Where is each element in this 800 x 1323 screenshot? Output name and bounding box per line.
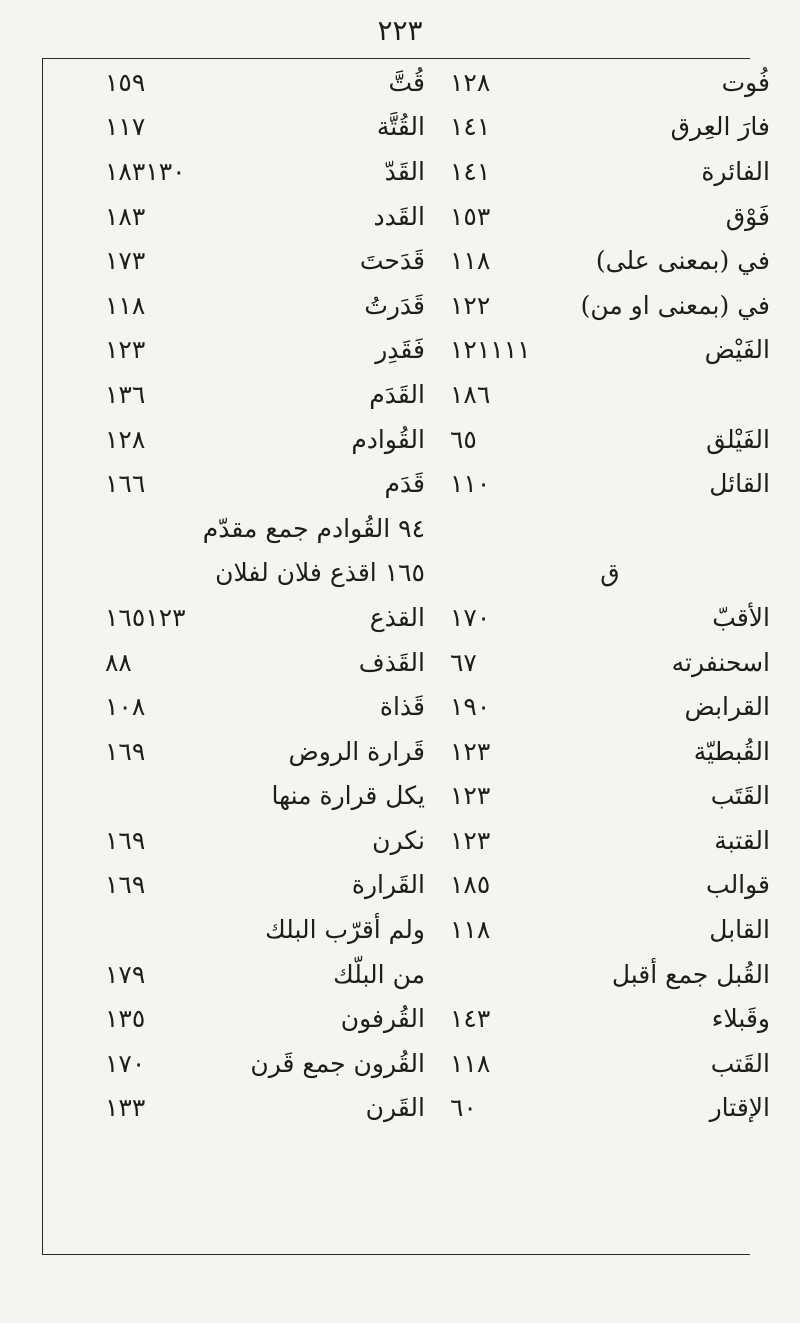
page-reference: ١٧٣	[105, 246, 146, 276]
index-entry	[105, 996, 425, 1041]
page-reference: ١٤١	[450, 156, 491, 186]
page-reference: ١٧٠	[105, 1048, 146, 1078]
index-entry	[450, 417, 770, 462]
index-entry	[105, 149, 425, 194]
index-entry	[105, 1086, 425, 1131]
index-entry	[105, 238, 425, 283]
page-references	[450, 603, 490, 632]
page-references	[450, 826, 490, 855]
index-entry	[450, 194, 770, 239]
page-reference: ٦٥	[450, 424, 477, 454]
headword: القُتَّة	[376, 112, 425, 142]
page-references	[105, 157, 200, 186]
headword: قَدَم	[384, 469, 425, 499]
headword: القُرفون	[340, 1004, 425, 1034]
page-references	[450, 781, 490, 810]
index-entry	[450, 283, 770, 328]
headword: القَتَب	[710, 781, 770, 811]
index-entry	[105, 283, 425, 328]
headword: قَدَرتُ	[364, 290, 425, 320]
page-references	[105, 1093, 145, 1122]
page-references	[105, 737, 145, 766]
page-references	[450, 112, 490, 141]
index-entry	[450, 996, 770, 1041]
page-reference: ١٧٩	[105, 959, 146, 989]
page-references	[450, 1093, 477, 1122]
headword: قَدَحتَ	[359, 246, 425, 276]
page-reference: ١٥٩	[105, 67, 146, 97]
index-entry	[450, 372, 770, 417]
page-references	[105, 68, 145, 97]
page-references	[105, 870, 145, 899]
headword: القُوادم	[351, 424, 425, 454]
headword: القَتب	[710, 1048, 770, 1078]
page-references	[105, 1004, 145, 1033]
page-reference: ١٢٣	[450, 781, 491, 811]
headword: الإقتار	[709, 1093, 770, 1123]
page-references	[450, 915, 490, 944]
page-reference: ١٢٣	[145, 602, 186, 632]
page-reference: ١٢٣	[450, 736, 491, 766]
headword: اسحنفرته	[671, 647, 770, 677]
headword: القَذف	[358, 647, 425, 677]
page-reference: ٦٠	[450, 1093, 477, 1123]
index-entry	[450, 774, 770, 819]
headword: قَذاة	[379, 692, 425, 722]
page-reference: ١٢٨	[450, 67, 491, 97]
page-reference: ١٣٦	[105, 379, 146, 409]
entry-text: يكل قرارة منها	[271, 781, 425, 811]
page-references	[105, 202, 145, 231]
headword: فارَ العِرق	[670, 112, 770, 142]
page-reference: ١٣٥	[105, 1004, 146, 1034]
page-references	[450, 469, 490, 498]
index-entry	[105, 1041, 425, 1086]
index-entry	[450, 105, 770, 150]
page-reference: ١١٨	[450, 246, 491, 276]
page-references	[450, 68, 490, 97]
page-number: ٢٢٣	[377, 14, 423, 47]
headword: الفَيْلق	[706, 424, 770, 454]
index-entry	[450, 551, 770, 596]
page-reference: ١٦٦	[105, 469, 146, 499]
page-references	[105, 112, 145, 141]
frame-rule-bottom	[42, 1254, 750, 1255]
index-entry	[450, 729, 770, 774]
page-references	[450, 335, 545, 364]
page-references	[450, 202, 490, 231]
headword: القرابض	[684, 692, 770, 722]
index-entry	[105, 907, 425, 952]
index-entry	[450, 684, 770, 729]
headword: قوالب	[706, 870, 770, 900]
page-references	[450, 380, 490, 409]
page-references	[105, 425, 145, 454]
page-reference: ١٢٣	[105, 335, 146, 365]
index-entry	[105, 818, 425, 863]
index-entry	[450, 506, 770, 551]
index-entry	[450, 238, 770, 283]
headword: القابل	[709, 915, 770, 945]
page-reference: ٦٧	[450, 647, 477, 677]
index-entry	[105, 194, 425, 239]
page-references	[105, 648, 132, 677]
page-reference: ١١٠	[450, 469, 491, 499]
index-column-left	[105, 60, 425, 1130]
page-reference: ١١٧	[105, 112, 146, 142]
page-reference: ١٢٣	[450, 825, 491, 855]
page-reference: ١٦٩	[105, 736, 146, 766]
page-references	[450, 157, 490, 186]
headword: الفَيْض	[704, 335, 770, 365]
index-entry	[450, 640, 770, 685]
headword: القَدّ	[384, 156, 425, 186]
page-reference: ١٤١	[450, 112, 491, 142]
headword: في (بمعنى على)	[595, 246, 770, 276]
page-reference: ٨٨	[105, 647, 132, 677]
headword: من البلّك	[333, 959, 425, 989]
page-references	[450, 425, 477, 454]
section-letter: ق	[600, 558, 620, 588]
index-entry	[105, 952, 425, 997]
index-entry	[450, 1041, 770, 1086]
index-entry	[450, 863, 770, 908]
headword: الفائرة	[701, 156, 770, 186]
index-entry	[105, 328, 425, 373]
index-entry	[105, 372, 425, 417]
headword: القذع	[369, 602, 425, 632]
headword: القَدَم	[369, 379, 425, 409]
page-references	[105, 692, 145, 721]
index-entry	[450, 461, 770, 506]
index-entry	[105, 729, 425, 774]
page-references	[450, 692, 490, 721]
index-entry	[450, 907, 770, 952]
page-reference: ١٧٠	[450, 602, 491, 632]
frame-rule-left	[42, 58, 43, 1254]
headword: القائل	[709, 469, 770, 499]
page-reference: ١٣٣	[105, 1093, 146, 1123]
page-reference: ١٨٣	[105, 201, 146, 231]
page-reference: ١٥٣	[450, 201, 491, 231]
index-entry	[450, 60, 770, 105]
page-reference: ١٦٥	[105, 602, 146, 632]
entry-text: ٩٤ القُوادم جمع مقدّم	[202, 513, 425, 543]
entry-text: القُبل جمع أقبل	[611, 959, 770, 989]
page-reference: ١٨٥	[450, 870, 491, 900]
page-reference: ١٢٢	[450, 290, 491, 320]
page-references	[105, 603, 200, 632]
frame-rule-top	[42, 58, 750, 59]
page-references	[450, 291, 490, 320]
index-entry	[105, 595, 425, 640]
page-reference: ١٦٩	[105, 870, 146, 900]
page-reference: ١٨٣	[105, 156, 146, 186]
index-entry	[450, 328, 770, 373]
index-entry	[450, 818, 770, 863]
page-references	[105, 1049, 145, 1078]
headword: قَرارة الروض	[288, 736, 425, 766]
index-entry	[105, 863, 425, 908]
headword: قُتَّ	[388, 67, 425, 97]
index-entry	[450, 952, 770, 997]
index-entry	[105, 506, 425, 551]
index-entry	[105, 105, 425, 150]
page-reference: ١٠٨	[105, 692, 146, 722]
index-entry	[450, 595, 770, 640]
headword: في (بمعنى او من)	[580, 290, 770, 320]
index-entry	[105, 640, 425, 685]
page-reference: ١٢٨	[105, 424, 146, 454]
page-reference: ١١١	[490, 335, 531, 365]
page-references	[105, 335, 145, 364]
page-references	[450, 246, 490, 275]
page-reference: ١١٨	[450, 915, 491, 945]
page-reference: ١١٨	[105, 290, 146, 320]
page-reference: ١٤٣	[450, 1004, 491, 1034]
page-reference: ١٢١	[450, 335, 491, 365]
page-reference: ١٩٠	[450, 692, 491, 722]
index-entry	[105, 551, 425, 596]
index-entry	[105, 417, 425, 462]
page-reference: ١١٨	[450, 1048, 491, 1078]
page-references	[105, 826, 145, 855]
headword: وقَبلاء	[711, 1004, 770, 1034]
page-references	[450, 648, 477, 677]
page-references	[450, 1049, 490, 1078]
headword: القُبطيّة	[693, 736, 770, 766]
page-references	[105, 246, 145, 275]
index-column-right	[450, 60, 770, 1130]
headword: فُوت	[721, 67, 770, 97]
headword: نكرن	[372, 825, 425, 855]
page-references	[450, 737, 490, 766]
page-references	[105, 960, 145, 989]
index-entry	[450, 149, 770, 194]
page-references	[105, 469, 145, 498]
index-entry	[450, 1086, 770, 1131]
index-entry	[105, 461, 425, 506]
entry-text: ولم أقرّب البلك	[265, 915, 425, 945]
headword: القُرون جمع قَرن	[250, 1048, 425, 1078]
page-references	[105, 380, 145, 409]
index-entry	[105, 684, 425, 729]
headword: القتبة	[714, 825, 770, 855]
entry-text: ١٦٥ اقذع فلان لفلان	[215, 558, 425, 588]
page-reference: ١٣٠	[145, 156, 186, 186]
index-entry	[105, 774, 425, 819]
page-references	[105, 291, 145, 320]
page-reference: ١٨٦	[450, 379, 491, 409]
headword: فَوْق	[725, 201, 770, 231]
headword: الأقبّ	[712, 602, 770, 632]
headword: فَقَدِر	[375, 335, 425, 365]
page-references	[450, 1004, 490, 1033]
headword: القَرن	[365, 1093, 425, 1123]
headword: القَدد	[373, 201, 425, 231]
page-references	[450, 870, 490, 899]
index-entry	[105, 60, 425, 105]
page-reference: ١٦٩	[105, 825, 146, 855]
headword: القَرارة	[351, 870, 425, 900]
